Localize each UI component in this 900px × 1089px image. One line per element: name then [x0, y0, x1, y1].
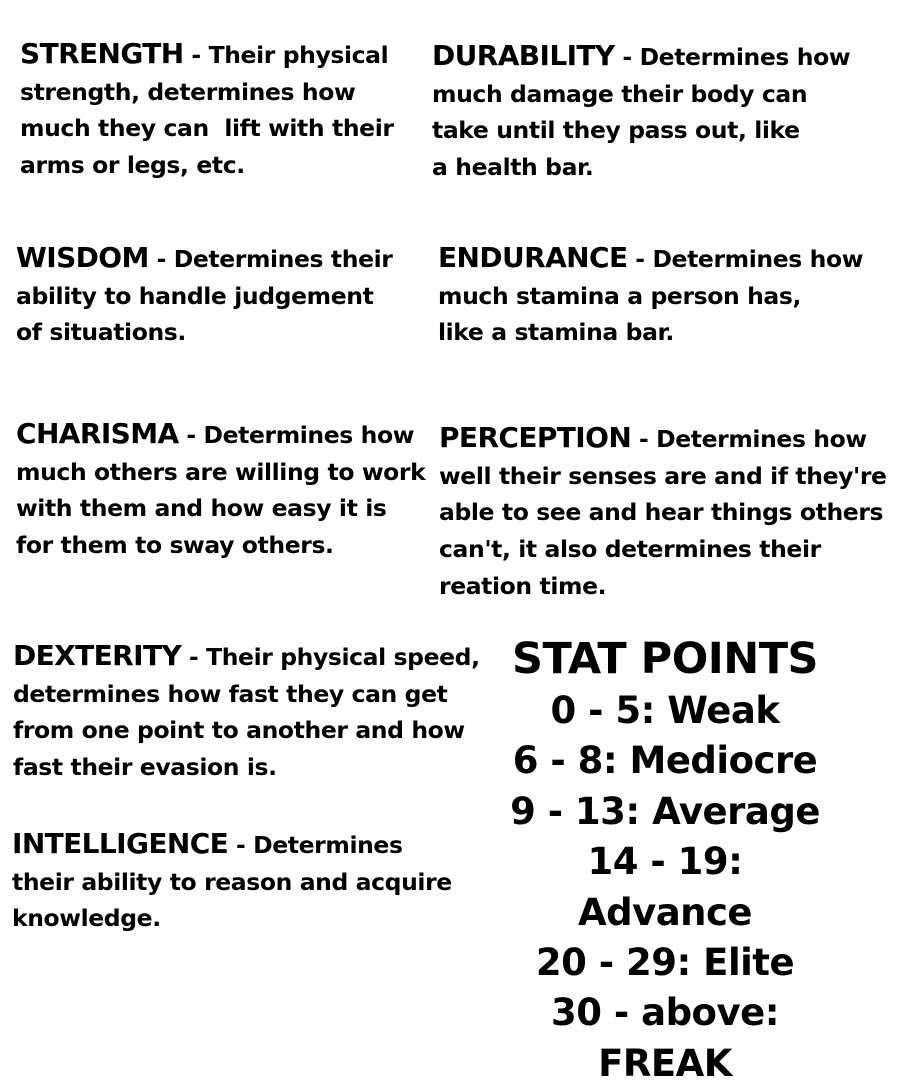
- stat-first-line: [432, 38, 850, 76]
- stat-description-line: can't, it also determines their: [439, 535, 821, 564]
- stat-points-row: 30 - above: FREAK: [551, 991, 779, 1085]
- stat-points-row: 20 - 29: Elite: [535, 941, 795, 985]
- stat-description-line: a health bar.: [432, 153, 594, 182]
- stat-separator: -: [635, 245, 645, 273]
- stat-first-line: [12, 826, 452, 864]
- stat-block-charisma: [16, 416, 425, 564]
- stat-description-line: reation time.: [439, 571, 607, 600]
- stat-first-line: [438, 240, 863, 278]
- stat-description-line: arms or legs, etc.: [20, 151, 245, 180]
- stat-name-dexterity: DEXTERITY: [13, 639, 182, 672]
- stat-description-line: Determines: [253, 831, 403, 859]
- stat-description-line: for them to sway others.: [16, 531, 334, 560]
- stat-block-wisdom: [16, 240, 392, 351]
- stat-separator: -: [188, 643, 199, 671]
- stat-description-line: much stamina a person has,: [438, 281, 801, 310]
- stat-separator: -: [622, 43, 632, 71]
- stat-name-endurance: ENDURANCE: [438, 241, 628, 274]
- stat-name-strength: STRENGTH: [20, 37, 184, 70]
- stat-description-line: knowledge.: [12, 904, 161, 933]
- stat-separator: -: [191, 41, 201, 69]
- stat-name-perception: PERCEPTION: [439, 421, 632, 454]
- stat-description-line: Determines how: [639, 43, 851, 71]
- stat-points-row: 9 - 13: Average: [510, 789, 820, 833]
- stat-description-line: much others are willing to work: [16, 457, 426, 486]
- stat-description-line: much damage their body can: [432, 79, 808, 108]
- stat-description-line: with them and how easy it is: [16, 494, 387, 523]
- stat-points-panel: [495, 632, 835, 1089]
- stat-description-line: able to see and hear things others: [439, 498, 884, 527]
- stat-separator: -: [186, 421, 196, 449]
- stat-description-line: Determines how: [652, 245, 864, 273]
- stat-description-line: ability to handle judgement: [16, 281, 374, 310]
- stat-block-dexterity: [13, 638, 480, 786]
- stat-name-wisdom: WISDOM: [16, 241, 149, 274]
- stat-description-line: Their physical: [208, 41, 389, 69]
- stat-block-strength: [20, 36, 394, 184]
- stat-description-line: their ability to reason and acquire: [12, 867, 452, 896]
- stat-description-line: Their physical speed,: [206, 643, 480, 671]
- stat-block-endurance: [438, 240, 863, 351]
- stat-points-title: STAT POINTS: [511, 634, 819, 684]
- stat-name-durability: DURABILITY: [432, 39, 615, 72]
- stat-separator: -: [156, 245, 166, 273]
- stat-name-intelligence: INTELLIGENCE: [12, 827, 229, 860]
- stat-block-intelligence: [12, 826, 452, 937]
- stat-description-line: fast their evasion is.: [13, 753, 277, 782]
- stat-description-line: strength, determines how: [20, 77, 356, 106]
- stat-points-row: 0 - 5: Weak: [550, 689, 780, 732]
- stat-description-line: determines how fast they can get: [13, 679, 448, 708]
- stat-first-line: [13, 638, 480, 676]
- stat-points-row: 14 - 19: Advance: [577, 840, 753, 934]
- stat-separator: -: [638, 425, 649, 453]
- stat-description-line: of situations.: [16, 318, 186, 347]
- stat-description-line: Determines how: [203, 421, 415, 449]
- stat-description-line: take until they pass out, like: [432, 116, 800, 145]
- stat-description-line: well their senses are and if they're: [439, 461, 887, 490]
- stat-first-line: [20, 36, 394, 74]
- stat-description-line: Determines their: [173, 245, 393, 273]
- stat-description-line: from one point to another and how: [13, 716, 465, 745]
- stat-first-line: [16, 416, 425, 454]
- stat-first-line: [439, 420, 887, 458]
- stat-first-line: [16, 240, 392, 278]
- stat-description-line: much they can lift with their: [20, 114, 394, 143]
- stat-block-durability: [432, 38, 850, 186]
- stat-block-perception: [439, 420, 887, 605]
- stat-description-line: like a stamina bar.: [438, 318, 674, 347]
- stat-name-charisma: CHARISMA: [16, 417, 179, 450]
- stat-description-line: Determines how: [656, 425, 867, 453]
- stat-points-row: 6 - 8: Mediocre: [512, 739, 818, 783]
- stat-separator: -: [236, 831, 246, 859]
